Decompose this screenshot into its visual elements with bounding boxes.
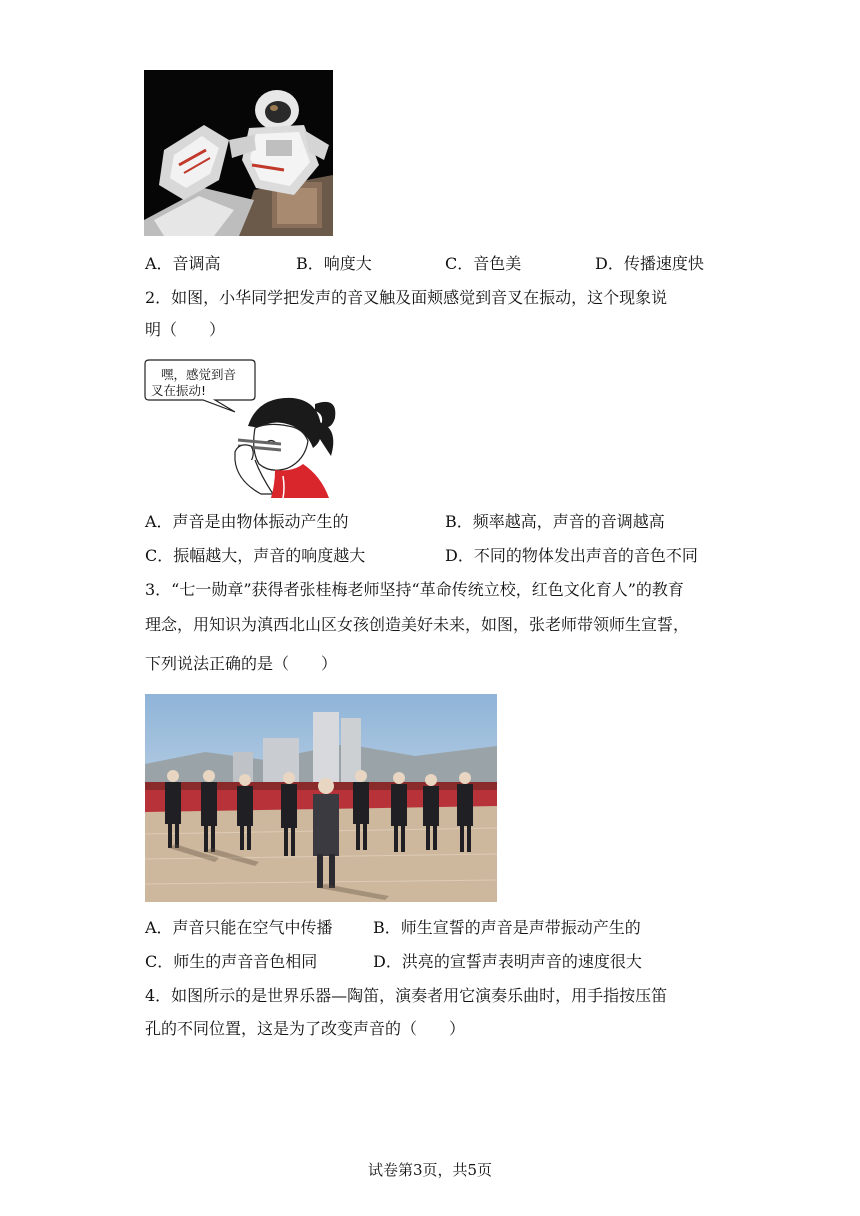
page-footer: 试卷第3页，共5页	[367, 1161, 493, 1179]
speech-bubble-line1: 嘿，感觉到音	[161, 367, 237, 382]
q3-option-a: A．声音只能在空气中传播	[145, 918, 333, 937]
q4-stem-line1: 4．如图所示的是世界乐器—陶笛，演奏者用它演奏乐曲时，用手指按压笛	[145, 986, 668, 1005]
astronaut-photo	[144, 70, 333, 236]
q2-stem-line2: 明（ ）	[145, 320, 226, 339]
q1-option-d: D．传播速度快	[595, 254, 704, 273]
q4-stem-line2: 孔的不同位置，这是为了改变声音的（ ）	[145, 1019, 466, 1038]
q3-option-b: B．师生宣誓的声音是声带振动产生的	[373, 918, 641, 937]
q2-option-d: D．不同的物体发出声音的音色不同	[445, 546, 698, 565]
q2-stem-line1: 2．如图，小华同学把发声的音叉触及面颊感觉到音叉在振动，这个现象说	[145, 288, 668, 307]
q3-option-d: D．洪亮的宣誓声表明声音的速度很大	[373, 952, 642, 971]
q3-option-c: C．师生的声音音色相同	[145, 952, 318, 971]
girl-tuning-fork-illustration	[143, 356, 343, 498]
q1-option-a: A．音调高	[145, 254, 221, 273]
q2-option-b: B．频率越高，声音的音调越高	[445, 512, 665, 531]
q1-option-b: B．响度大	[296, 254, 372, 273]
q1-option-c: C．音色美	[445, 254, 522, 273]
q2-option-c: C．振幅越大，声音的响度越大	[145, 546, 366, 565]
q3-stem-line1: 3．“七一勋章”获得者张桂梅老师坚持“革命传统立校，红色文化育人”的教育	[145, 580, 684, 599]
q2-option-a: A．声音是由物体振动产生的	[145, 512, 349, 531]
q3-stem-line3: 下列说法正确的是（ ）	[145, 654, 338, 673]
oath-ceremony-photo	[145, 694, 497, 902]
q3-stem-line2: 理念，用知识为滇西北山区女孩创造美好未来，如图，张老师带领师生宣誓，	[145, 615, 690, 634]
speech-bubble-line2: 叉在振动!	[151, 383, 207, 398]
